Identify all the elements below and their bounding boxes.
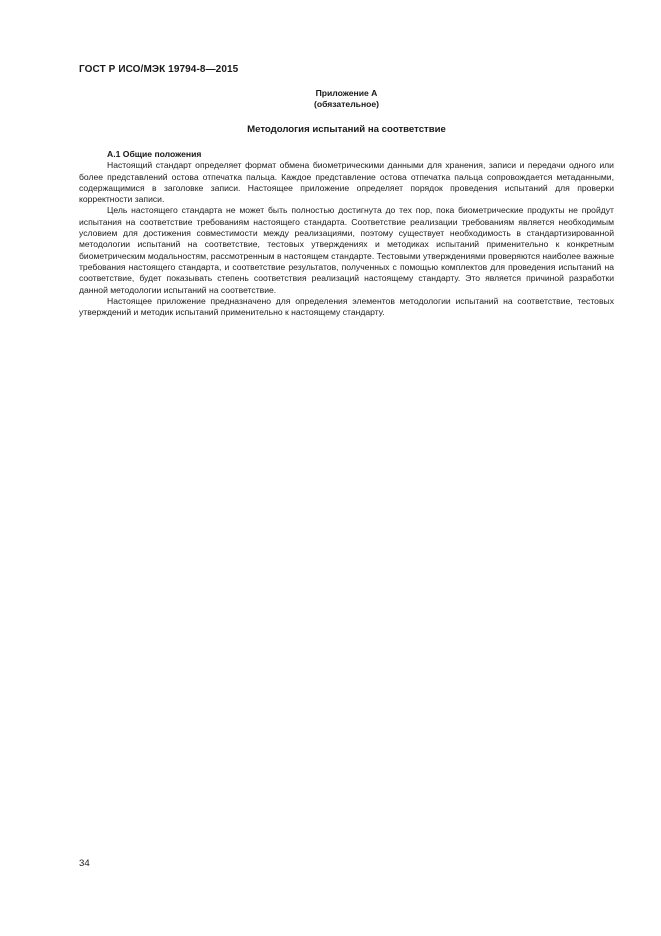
appendix-title: Приложение А: [315, 88, 378, 98]
paragraph: Настоящее приложение предназначено для определения элементов методологии испытаний на соответствие, тестовых утверждений и методик испытаний применительно к настоящему стандарту.: [79, 295, 614, 318]
appendix-status: (обязательное): [313, 99, 380, 109]
document-code-header: ГОСТ Р ИСО/МЭК 19794-8—2015: [79, 64, 239, 75]
paragraph: Настоящий стандарт определяет формат обмена биометрическими данными для хранения, записи и передачи одного или более представлений остова отпечатка пальца. Каждое представление остова отпечатка пальца сопровождается метаданными, содержащимися в заголовке записи. Настоящее приложение определяет порядок проведения испытаний для проверки корректности записи.: [79, 160, 614, 205]
subsection-heading: А.1 Общие положения: [107, 149, 202, 159]
body-text: [79, 149, 614, 318]
paragraph: Цель настоящего стандарта не может быть полностью достигнута до тех пор, пока биометрические продукты не пройдут испытания на соответствие требованиям настоящего стандарта. Соответствие реализации требованиям является необходимым условием для достижения совместимости между реализациями, поэтому существует необходимость в стандартизированной методологии испытаний на соответствие, тестовых утверждениях и методиках испытаний применительно к конкретным биометрическим модальностям, рассмотренным в настоящем стандарте. Тестовыми утверждениями проверяются наиболее важные требования настоящего стандарта, и соответствие результатов, полученных с помощью комплектов для проведения испытаний на соответствие, будет показывать степень соответствия реализаций настоящему стандарту. Это является причиной разработки данной методологии испытаний на соответствие.: [79, 205, 614, 295]
section-title: Методология испытаний на соответствие: [247, 124, 446, 135]
page-number: 34: [79, 858, 90, 869]
